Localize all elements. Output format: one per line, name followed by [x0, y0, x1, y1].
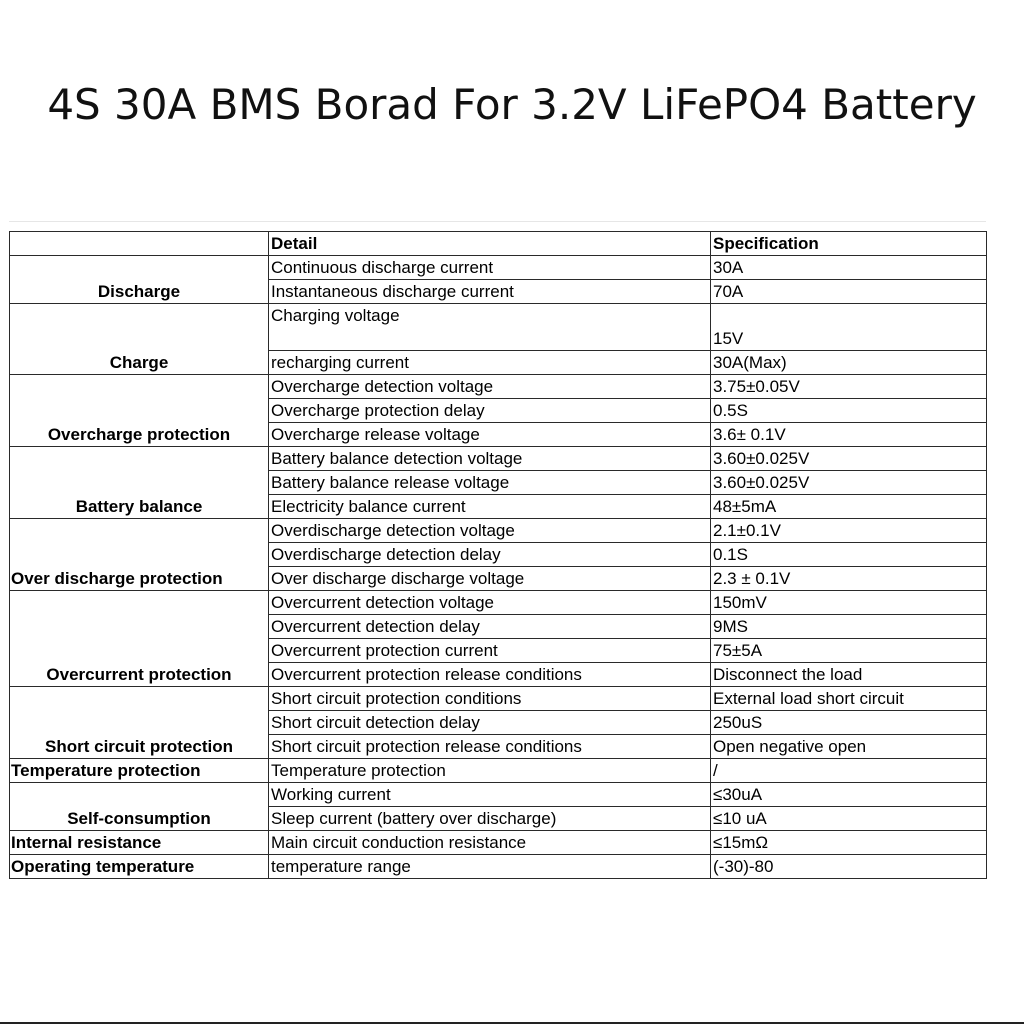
table-row: [10, 304, 987, 351]
spec-cell: 70A: [711, 280, 987, 304]
table-row: [10, 375, 987, 399]
spec-cell: ≤15mΩ: [711, 831, 987, 855]
page-title: 4S 30A BMS Borad For 3.2V LiFePO4 Battery: [47, 80, 977, 129]
detail-cell: Temperature protection: [269, 759, 711, 783]
detail-cell: Short circuit detection delay: [269, 711, 711, 735]
header-detail: Detail: [269, 232, 711, 256]
spec-table: [9, 231, 987, 879]
detail-cell: Battery balance release voltage: [269, 471, 711, 495]
table-row: [10, 519, 987, 543]
category-cell: Internal resistance: [10, 831, 269, 855]
spec-cell: 0.5S: [711, 399, 987, 423]
detail-cell: Battery balance detection voltage: [269, 447, 711, 471]
spec-cell: 0.1S: [711, 543, 987, 567]
category-cell: Short circuit protection: [10, 687, 269, 759]
detail-cell: Overcharge detection voltage: [269, 375, 711, 399]
detail-cell: Electricity balance current: [269, 495, 711, 519]
detail-cell: Working current: [269, 783, 711, 807]
detail-cell: Overdischarge detection voltage: [269, 519, 711, 543]
top-divider: [9, 221, 986, 222]
spec-cell: (-30)-80: [711, 855, 987, 879]
detail-cell: Overdischarge detection delay: [269, 543, 711, 567]
spec-cell: 30A(Max): [711, 351, 987, 375]
category-cell: Discharge: [10, 256, 269, 304]
detail-cell: Overcurrent protection release conditions: [269, 663, 711, 687]
detail-cell: Overcurrent protection current: [269, 639, 711, 663]
table-row: [10, 256, 987, 280]
category-cell: Operating temperature: [10, 855, 269, 879]
spec-cell: ≤30uA: [711, 783, 987, 807]
spec-cell: 30A: [711, 256, 987, 280]
detail-cell: Overcurrent detection delay: [269, 615, 711, 639]
spec-cell: External load short circuit: [711, 687, 987, 711]
spec-cell: 3.60±0.025V: [711, 471, 987, 495]
table-row: [10, 831, 987, 855]
category-cell: Overcharge protection: [10, 375, 269, 447]
header-specification: Specification: [711, 232, 987, 256]
spec-cell: 2.3 ± 0.1V: [711, 567, 987, 591]
spec-cell: 3.75±0.05V: [711, 375, 987, 399]
spec-cell: 15V: [711, 304, 987, 351]
detail-cell: Overcharge protection delay: [269, 399, 711, 423]
detail-cell: Sleep current (battery over discharge): [269, 807, 711, 831]
table-row: [10, 759, 987, 783]
detail-cell: recharging current: [269, 351, 711, 375]
spec-cell: /: [711, 759, 987, 783]
category-cell: Charge: [10, 304, 269, 375]
table-row: [10, 687, 987, 711]
table-row: [10, 783, 987, 807]
spec-cell: 3.60±0.025V: [711, 447, 987, 471]
table-header-row: [10, 232, 987, 256]
category-cell: Overcurrent protection: [10, 591, 269, 687]
spec-cell: 2.1±0.1V: [711, 519, 987, 543]
category-cell: Over discharge protection: [10, 519, 269, 591]
detail-cell: Short circuit protection release conditions: [269, 735, 711, 759]
spec-cell: 250uS: [711, 711, 987, 735]
detail-cell: Over discharge discharge voltage: [269, 567, 711, 591]
spec-cell: Disconnect the load: [711, 663, 987, 687]
detail-cell: Continuous discharge current: [269, 256, 711, 280]
table-row: [10, 591, 987, 615]
category-cell: Self-consumption: [10, 783, 269, 831]
spec-cell: 9MS: [711, 615, 987, 639]
detail-cell: temperature range: [269, 855, 711, 879]
detail-cell: Short circuit protection conditions: [269, 687, 711, 711]
header-category: [10, 232, 269, 256]
detail-cell: Overcharge release voltage: [269, 423, 711, 447]
spec-cell: 75±5A: [711, 639, 987, 663]
detail-cell: Main circuit conduction resistance: [269, 831, 711, 855]
table-row: [10, 855, 987, 879]
spec-cell: 48±5mA: [711, 495, 987, 519]
spec-cell: 3.6± 0.1V: [711, 423, 987, 447]
detail-cell: Overcurrent detection voltage: [269, 591, 711, 615]
spec-cell: ≤10 uA: [711, 807, 987, 831]
detail-cell: Charging voltage: [269, 304, 711, 351]
spec-cell: 150mV: [711, 591, 987, 615]
spec-cell: Open negative open: [711, 735, 987, 759]
category-cell: Temperature protection: [10, 759, 269, 783]
category-cell: Battery balance: [10, 447, 269, 519]
detail-cell: Instantaneous discharge current: [269, 280, 711, 304]
table-row: [10, 447, 987, 471]
